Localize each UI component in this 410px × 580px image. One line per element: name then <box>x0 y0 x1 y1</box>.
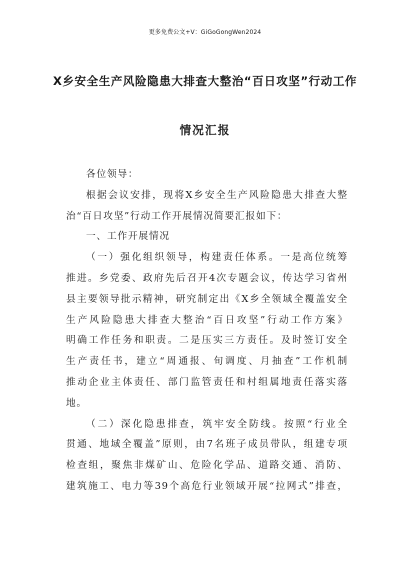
body-line: 治“百日攻坚”行动工作开展情况简要汇报如下： <box>66 210 288 222</box>
body-line: 推进。乡党委、政府先后召开4次专题会议，传达学习省州 <box>66 272 348 284</box>
body-line: 推动企业主体责任、部门监管责任和村组属地责任落实落 <box>66 376 348 388</box>
document-title-line-1: X乡安全生产风险隐患大排查大整治“百日攻坚”行动工作 <box>52 74 358 88</box>
body-line: （二）深化隐患排查，筑牢安全防线。按照“行业全 <box>86 418 348 430</box>
body-line: 县主要领导批示精神，研究制定出《X乡全领域全覆盖安全 <box>66 293 348 305</box>
body-line: 生产风险隐患大排查大整治“百日攻坚”行动工作方案》 <box>66 314 348 326</box>
body-line: 各位领导： <box>86 169 139 180</box>
body-line: 一、工作开展情况 <box>86 231 170 243</box>
body-line: 生产责任书，建立“周通报、旬调度、月抽查”工作机制 <box>66 356 348 368</box>
body-line: 根据会议安排，现将X乡安全生产风险隐患大排查大整 <box>86 189 348 201</box>
body-line: 明确工作任务和职责。二是压实三方责任。及时签订安全 <box>66 335 348 347</box>
body-line: 检查组，聚焦非煤矿山、危险化学品、道路交通、消防、 <box>66 460 348 472</box>
body-line: 建筑施工、电力等39个高危行业领域开展“拉网式”排查， <box>66 480 348 492</box>
document-body <box>66 165 348 498</box>
body-line: 贯通、地域全覆盖”原则，由7名班子成员带队，组建专项 <box>66 439 348 451</box>
header-watermark: 更多免费公文+V：GiGoGongWen2024 <box>148 29 262 36</box>
body-line: （一）强化组织领导，构建责任体系。一是高位统筹 <box>86 252 348 264</box>
body-line: 地。 <box>66 397 87 409</box>
document-title-line-2: 情况汇报 <box>179 123 231 137</box>
